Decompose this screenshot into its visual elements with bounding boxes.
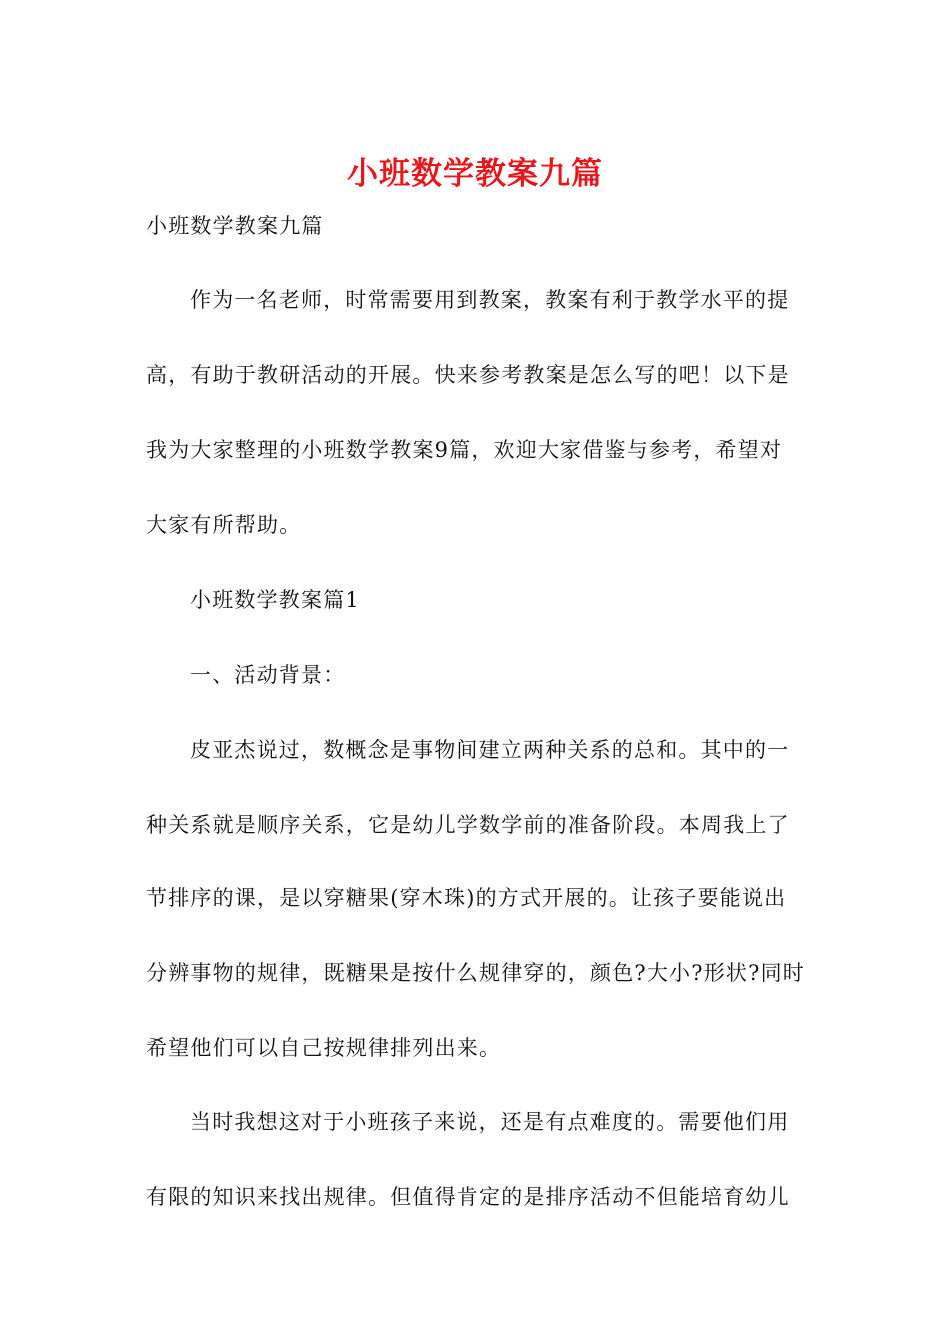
text-line: 希望他们可以自己按规律排列出来。 (146, 1036, 502, 1060)
text-line: 分辨事物的规律，既糖果是按什么规律穿的，颜色?大小?形状?同时 (146, 961, 805, 985)
text-line: 大家有所帮助。 (146, 513, 302, 537)
text-line: 皮亚杰说过，数概念是事物间建立两种关系的总和。其中的一 (190, 738, 790, 762)
text-line: 当时我想这对于小班孩子来说，还是有点难度的。需要他们用 (190, 1110, 790, 1134)
text-line: 我为大家整理的小班数学教案9篇，欢迎大家借鉴与参考，希望对 (146, 438, 783, 462)
document-title: 小班数学教案九篇 (347, 156, 603, 192)
section-heading: 小班数学教案篇1 (190, 588, 360, 612)
text-line: 节排序的课，是以穿糖果(穿木珠)的方式开展的。让孩子要能说出 (146, 886, 787, 910)
text-line: 高，有助于教研活动的开展。快来参考教案是怎么写的吧！以下是 (146, 363, 790, 387)
document-subtitle: 小班数学教案九篇 (146, 214, 324, 238)
subsection-heading: 一、活动背景： (190, 663, 346, 687)
text-line: 有限的知识来找出规律。但值得肯定的是排序活动不但能培育幼儿 (146, 1185, 790, 1209)
text-line: 作为一名老师，时常需要用到教案，教案有利于教学水平的提 (190, 288, 790, 312)
text-line: 种关系就是顺序关系，它是幼儿学数学前的准备阶段。本周我上了 (146, 813, 790, 837)
